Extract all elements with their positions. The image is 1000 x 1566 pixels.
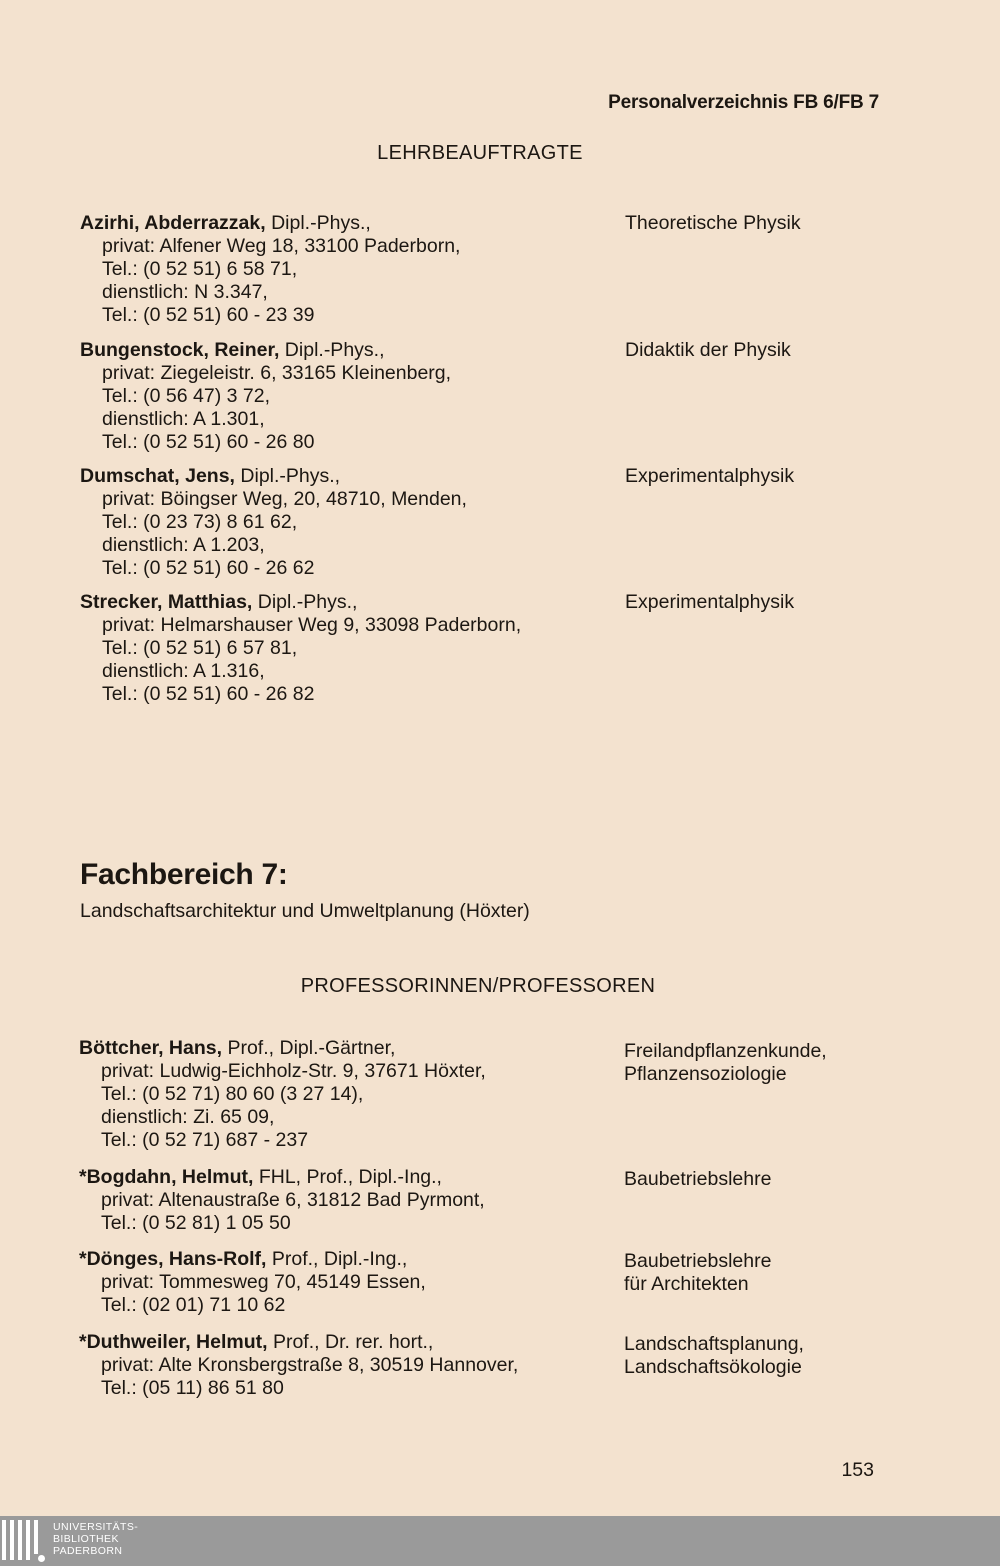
library-name-line: BIBLIOTHEK	[53, 1533, 119, 1545]
detail-line: privat: Alfener Weg 18, 33100 Paderborn,	[102, 235, 461, 257]
detail-line: privat: Ziegeleistr. 6, 33165 Kleinenberg,	[102, 362, 452, 384]
subject-line: Freilandpflanzenkunde,	[624, 1040, 827, 1062]
page-number: 153	[841, 1459, 874, 1481]
person-entry	[80, 465, 960, 580]
detail-line: Tel.: (0 52 71) 80 60 (3 27 14),	[101, 1083, 364, 1105]
detail-line: privat: Tommesweg 70, 45149 Essen,	[101, 1271, 426, 1293]
person-heading-line	[80, 339, 960, 362]
person-entry	[79, 1248, 959, 1317]
person-entry	[79, 1166, 959, 1235]
person-name: *Dönges, Hans-Rolf,	[79, 1248, 267, 1270]
detail-line: privat: Alte Kronsbergstraße 8, 30519 Hannover,	[101, 1354, 519, 1376]
subject-line: Landschaftsökologie	[624, 1356, 802, 1378]
subject-area	[625, 591, 794, 614]
person-entry	[80, 212, 960, 327]
detail-line: Tel.: (0 52 71) 687 - 237	[101, 1129, 309, 1151]
detail-line: Tel.: (0 52 81) 1 05 50	[101, 1212, 291, 1234]
library-name-line: PADERBORN	[53, 1545, 123, 1557]
subject-area	[624, 1250, 771, 1296]
person-entry	[79, 1331, 959, 1400]
detail-line: privat: Ludwig-Eichholz-Str. 9, 37671 Höxter,	[101, 1060, 486, 1082]
subject-line: Experimentalphysik	[625, 465, 795, 487]
person-title: Prof., Dr. rer. hort.,	[267, 1331, 434, 1353]
subject-area	[625, 465, 794, 488]
subject-area	[625, 212, 801, 235]
detail-line: Tel.: (0 52 51) 60 - 26 80	[102, 431, 315, 453]
person-heading-line	[79, 1166, 959, 1189]
subject-line: Pflanzensoziologie	[624, 1063, 787, 1085]
person-heading-line	[79, 1248, 959, 1271]
section-heading-professoren: PROFESSORINNEN/PROFESSOREN	[300, 975, 656, 997]
subject-line: Didaktik der Physik	[625, 339, 791, 361]
detail-line: Tel.: (0 52 51) 60 - 23 39	[102, 304, 315, 326]
detail-line: Tel.: (0 52 51) 6 58 71,	[102, 258, 298, 280]
detail-line: dienstlich: Zi. 65 09,	[101, 1106, 275, 1128]
person-name: Dumschat, Jens,	[80, 465, 235, 487]
person-name: Azirhi, Abderrazzak,	[80, 212, 266, 234]
person-title: Dipl.-Phys.,	[279, 339, 385, 361]
detail-line: Tel.: (0 52 51) 6 57 81,	[102, 637, 298, 659]
subject-line: Experimentalphysik	[625, 591, 795, 613]
person-heading-line	[79, 1331, 959, 1354]
detail-line: Tel.: (0 52 51) 60 - 26 82	[102, 683, 315, 705]
section-heading-lehrbeauftragte: LEHRBEAUFTRAGTE	[377, 142, 583, 164]
person-title: Dipl.-Phys.,	[265, 212, 371, 234]
logo-dot-icon	[38, 1555, 45, 1562]
person-title: FHL, Prof., Dipl.-Ing.,	[253, 1166, 442, 1188]
person-title: Dipl.-Phys.,	[234, 465, 341, 487]
detail-line: Tel.: (05 11) 86 51 80	[101, 1377, 284, 1399]
detail-line: dienstlich: A 1.203,	[102, 534, 265, 556]
detail-line: Tel.: (0 52 51) 60 - 26 62	[102, 557, 315, 579]
person-title: Prof., Dipl.-Ing.,	[266, 1248, 408, 1270]
running-header: Personalverzeichnis FB 6/FB 7	[608, 92, 879, 113]
library-name	[53, 1521, 138, 1557]
person-heading-line	[79, 1037, 959, 1060]
detail-line: privat: Böingser Weg, 20, 48710, Menden,	[102, 488, 467, 510]
fachbereich-subtitle: Landschaftsarchitektur und Umweltplanung (Höxter)	[80, 900, 530, 922]
detail-line: dienstlich: A 1.316,	[102, 660, 265, 682]
person-heading-line	[80, 591, 960, 614]
person-name: Strecker, Matthias,	[80, 591, 253, 613]
person-name: *Duthweiler, Helmut,	[79, 1331, 268, 1353]
subject-area	[624, 1040, 827, 1086]
person-name: *Bogdahn, Helmut,	[79, 1166, 254, 1188]
person-entry	[80, 339, 960, 454]
person-entry	[80, 591, 960, 706]
detail-line: dienstlich: A 1.301,	[102, 408, 265, 430]
subject-line: Landschaftsplanung,	[624, 1333, 804, 1355]
subject-line: Baubetriebslehre	[624, 1250, 772, 1272]
detail-line: dienstlich: N 3.347,	[102, 281, 268, 303]
person-title: Dipl.-Phys.,	[252, 591, 358, 613]
subject-line: Baubetriebslehre	[624, 1168, 772, 1190]
person-title: Prof., Dipl.-Gärtner,	[222, 1037, 396, 1059]
detail-line: Tel.: (0 56 47) 3 72,	[102, 385, 271, 407]
person-name: Bungenstock, Reiner,	[80, 339, 280, 361]
subject-line: Theoretische Physik	[625, 212, 801, 234]
detail-line: Tel.: (02 01) 71 10 62	[101, 1294, 286, 1316]
person-name: Böttcher, Hans,	[79, 1037, 223, 1059]
subject-line: für Architekten	[624, 1273, 749, 1295]
library-name-line: UNIVERSITÄTS-	[53, 1521, 139, 1533]
subject-area	[624, 1168, 771, 1191]
subject-area	[625, 339, 791, 362]
detail-line: privat: Helmarshauser Weg 9, 33098 Paderborn,	[102, 614, 522, 636]
library-footer	[0, 1516, 1000, 1566]
person-heading-line	[80, 465, 960, 488]
detail-line: Tel.: (0 23 73) 8 61 62,	[102, 511, 298, 533]
fachbereich-title: Fachbereich 7:	[80, 858, 288, 891]
person-entry	[79, 1037, 959, 1152]
person-heading-line	[80, 212, 960, 235]
subject-area	[624, 1333, 804, 1379]
detail-line: privat: Altenaustraße 6, 31812 Bad Pyrmont,	[101, 1189, 485, 1211]
